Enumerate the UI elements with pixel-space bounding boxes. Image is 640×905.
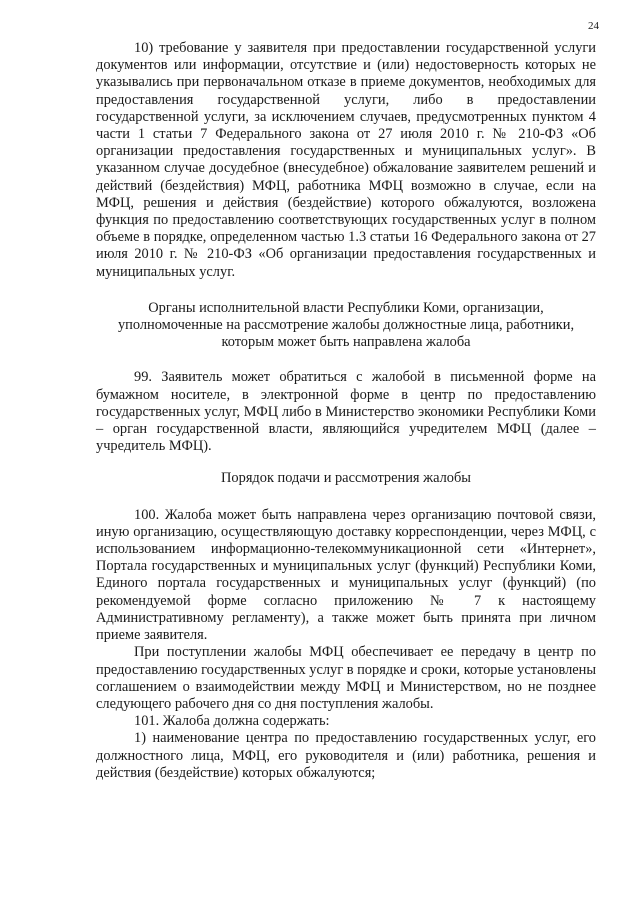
- document-body: [96, 40, 596, 782]
- paragraph-item-101-1: 1) наименование центра по предоставлению государственных услуг, его должностного лица, МФЦ, его руководителя и (или) работника, решения и действия (бездействие) которых обжалуются;: [96, 730, 596, 781]
- paragraph-item-10: 10) требование у заявителя при предоставлении государственной услуги документов или информации, отсутствие и (или) недостоверность которых не указывались при первоначальном отказе в приеме документов, необходимых для предоставления государственной услуги, либо в предоставлении государственной услуги, за исключением случаев, предусмотренных пунктом 4 части 1 статьи 7 Федерального закона от 27 июля 2010 г. № 210-ФЗ «Об организации предоставления государственных и муниципальных услуг». В указанном случае досудебное (внесудебное) обжалование заявителем решений и действий (бездействия) МФЦ, работника МФЦ возможно в случае, если на МФЦ, решения и действия (бездействие) которого обжалуются, возложена функция по предоставлению соответствующих государственных услуг в полном объеме в порядке, определенном частью 1.3 статьи 16 Федерального закона от 27 июля 2010 г. № 210-ФЗ «Об организации предоставления государственных и муниципальных услуг.: [96, 40, 596, 280]
- section-heading-complaint-recipients: Органы исполнительной власти Республики Коми, организации, уполномоченные на рассмотрение жалобы должностные лица, работники, которым может быть направлена жалоба: [117, 299, 575, 351]
- paragraph-mfc-transfer: При поступлении жалобы МФЦ обеспечивает ее передачу в центр по предоставлению государственных услуг в порядке и сроки, которые установлены соглашением о взаимодействии между МФЦ и Министерством, но не позднее следующего рабочего дня со дня поступления жалобы.: [96, 644, 597, 712]
- paragraph-item-99: 99. Заявитель может обратиться с жалобой в письменной форме на бумажном носителе, в электронной форме в центр по предоставлению государственных услуг, МФЦ либо в Министерство экономики Республики Коми – орган государственной власти, являющийся учредителем МФЦ (далее – учредитель МФЦ).: [96, 369, 596, 455]
- section-heading-complaint-procedure: Порядок подачи и рассмотрения жалобы: [221, 470, 471, 487]
- paragraph-item-100: 100. Жалоба может быть направлена через организацию почтовой связи, иную организацию, осуществляющую доставку корреспонденции, через МФЦ, с использованием информационно-телекоммуникационной сети «Интернет», Портала государственных и муниципальных услуг (функций) Республики Коми, Единого портала государственных и муниципальных услуг (функций) (по рекомендуемой форме согласно приложению № 7 к настоящему Административному регламенту), а также может быть принята при личном приеме заявителя.: [96, 506, 596, 644]
- page-number: 24: [588, 20, 599, 32]
- paragraph-item-101: 101. Жалоба должна содержать:: [134, 713, 330, 730]
